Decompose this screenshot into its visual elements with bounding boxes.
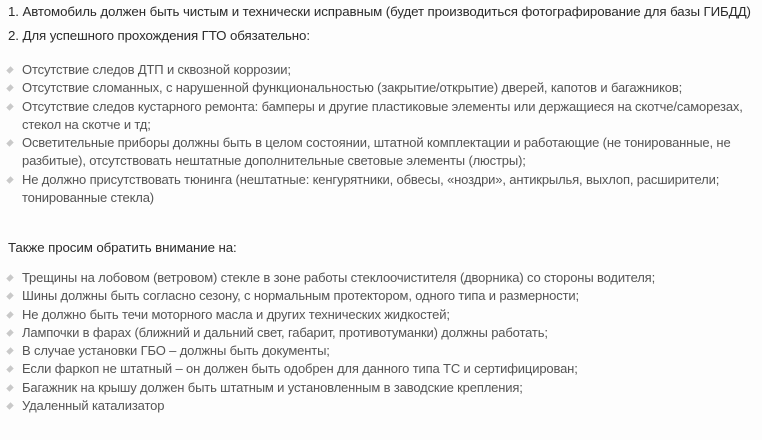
list-item: Отсутствие следов ДТП и сквозной коррозии; bbox=[6, 61, 762, 79]
attention-list bbox=[6, 269, 762, 415]
diamond-bullet-icon bbox=[6, 139, 13, 146]
diamond-bullet-icon bbox=[6, 384, 13, 391]
diamond-bullet-icon bbox=[6, 85, 13, 92]
list-item: В случае установки ГБО – должны быть документы; bbox=[6, 342, 762, 360]
list-item: Трещины на лобовом (ветровом) стекле в зоне работы стеклоочистителя (дворника) со стороны водителя; bbox=[6, 269, 762, 287]
diamond-bullet-icon bbox=[6, 274, 13, 281]
list-item: Багажник на крышу должен быть штатным и установленным в заводские крепления; bbox=[6, 379, 762, 397]
requirement-item-1: 1. Автомобиль должен быть чистым и технически исправным (будет производиться фотографирование для базы ГИБДД) bbox=[8, 4, 751, 19]
attention-section-title: Также просим обратить внимание на: bbox=[8, 240, 237, 255]
list-item: Удаленный катализатор bbox=[6, 397, 762, 415]
list-item: Отсутствие сломанных, с нарушенной функциональностью (закрытие/открытие) дверей, капотов и багажников; bbox=[6, 79, 762, 97]
list-item: Осветительные приборы должны быть в целом состоянии, штатной комплектации и работающие (не тонированные, не разбитые), отсутствовать нештатные дополнительные световые элементы (люстры); bbox=[6, 134, 762, 171]
diamond-bullet-icon bbox=[6, 176, 13, 183]
list-item: Если фаркоп не штатный – он должен быть одобрен для данного типа ТС и сертифицирован; bbox=[6, 360, 762, 378]
diamond-bullet-icon bbox=[6, 402, 13, 409]
list-item: Отсутствие следов кустарного ремонта: бамперы и другие пластиковые элементы или держащиеся на скотче/саморезах, стекол на скотче и тд; bbox=[6, 98, 762, 135]
list-item: Не должно присутствовать тюнинга (нештатные: кенгурятники, обвесы, «ноздри», антикрылья, выхлоп, расширители; тонированные стекла) bbox=[6, 171, 762, 208]
list-item: Лампочки в фарах (ближний и дальний свет, габарит, противотуманки) должны работать; bbox=[6, 324, 762, 342]
diamond-bullet-icon bbox=[6, 293, 13, 300]
list-item: Шины должны быть согласно сезону, с нормальным протектором, одного типа и размерности; bbox=[6, 287, 762, 305]
diamond-bullet-icon bbox=[6, 311, 13, 318]
diamond-bullet-icon bbox=[6, 329, 13, 336]
mandatory-list bbox=[6, 61, 762, 207]
list-item: Не должно быть течи моторного масла и других технических жидкостей; bbox=[6, 306, 762, 324]
diamond-bullet-icon bbox=[6, 66, 13, 73]
diamond-bullet-icon bbox=[6, 103, 13, 110]
requirement-item-2: 2. Для успешного прохождения ГТО обязательно: bbox=[8, 28, 310, 43]
diamond-bullet-icon bbox=[6, 347, 13, 354]
diamond-bullet-icon bbox=[6, 366, 13, 373]
